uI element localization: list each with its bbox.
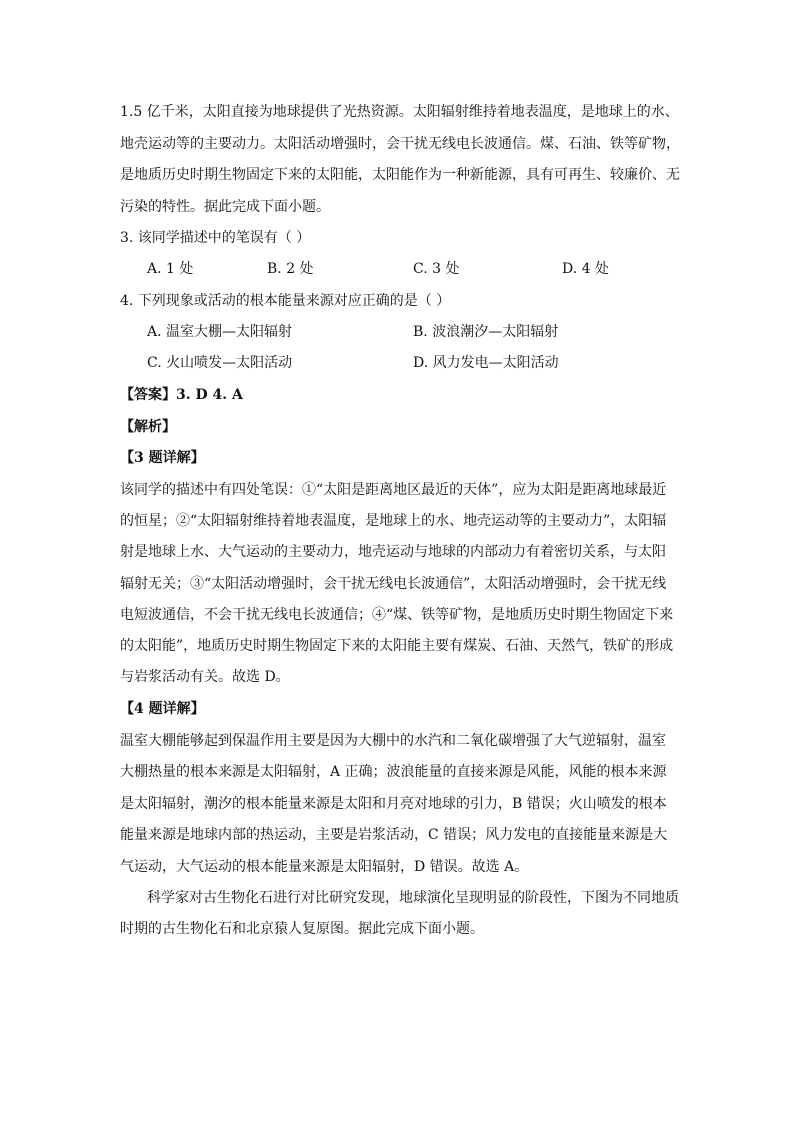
q4-option-a: A. 温室大棚—太阳辐射 <box>147 324 293 340</box>
next-intro-line: 科学家对古生物化石进行对比研究发现，地球演化呈现明显的阶段性，下图为不同地质 <box>147 890 679 906</box>
detail-3-line: 的太阳能”，地质历史时期生物固定下来的太阳能主要有煤炭、石油、天然气，铁矿的形成 <box>120 638 674 654</box>
analysis-label: 【解析】 <box>120 419 176 435</box>
question-4-stem: 4. 下列现象或活动的根本能量来源对应正确的是（ ） <box>120 293 451 309</box>
q3-option-d: D. 4 处 <box>562 261 609 277</box>
answer-line: 【答案】3. D 4. A <box>120 387 243 403</box>
detail-4-label: 【4 题详解】 <box>120 701 205 717</box>
detail-3-line: 射是地球上水、大气运动的主要动力，地壳运动与地球的内部动力有着密切关系，与太阳 <box>120 544 666 560</box>
q3-option-b: B. 2 处 <box>267 261 314 277</box>
detail-3-label: 【3 题详解】 <box>120 450 205 466</box>
q4-option-c: C. 火山喷发—太阳活动 <box>147 355 293 371</box>
detail-3-line: 与岩浆活动有关。故选 D。 <box>120 669 290 685</box>
intro-line: 是地质历史时期生物固定下来的太阳能，太阳能作为一种新能源，具有可再生、较廉价、无 <box>120 167 680 183</box>
detail-4-line: 能量来源是地球内部的热运动，主要是岩浆活动，C 错误；风力发电的直接能量来源是大 <box>120 827 668 843</box>
detail-3-line: 辐射无关；③“太阳活动增强时，会干扰无线电长波通信”，太阳活动增强时，会干扰无线 <box>120 576 667 592</box>
detail-3-line: 电短波通信，不会干扰无线电长波通信；④“煤、铁等矿物，是地质历史时期生物固定下来 <box>120 607 674 623</box>
q3-option-a: A. 1 处 <box>147 261 194 277</box>
intro-line: 1.5 亿千米，太阳直接为地球提供了光热资源。太阳辐射维持着地表温度，是地球上的水、 <box>120 104 679 120</box>
q4-option-d: D. 风力发电—太阳活动 <box>413 355 559 371</box>
q3-option-c: C. 3 处 <box>413 261 460 277</box>
detail-3-line: 的恒星；②“太阳辐射维持着地表温度，是地球上的水、地壳运动等的主要动力”，太阳辐 <box>120 513 667 529</box>
detail-4-line: 气运动，大气运动的根本能量来源是太阳辐射，D 错误。故选 A。 <box>120 859 529 875</box>
question-3-stem: 3. 该同学描述中的笔误有（ ） <box>120 230 311 246</box>
next-intro-line: 时期的古生物化石和北京猿人复原图。据此完成下面小题。 <box>120 921 484 937</box>
intro-line: 污染的特性。据此完成下面小题。 <box>120 199 330 215</box>
intro-line: 地壳运动等的主要动力。太阳活动增强时，会干扰无线电长波通信。煤、石油、铁等矿物， <box>120 136 680 152</box>
detail-4-line: 大棚热量的根本来源是太阳辐射，A 正确；波浪能量的直接来源是风能，风能的根本来源 <box>120 764 667 780</box>
detail-4-line: 温室大棚能够起到保温作用主要是因为大棚中的水汽和二氧化碳增强了大气逆辐射，温室 <box>120 733 666 749</box>
detail-3-line: 该同学的描述中有四处笔误：①“太阳是距离地区最近的天体”，应为太阳是距离地球最近 <box>120 482 667 498</box>
detail-4-line: 是太阳辐射，潮汐的根本能量来源是太阳和月亮对地球的引力，B 错误；火山喷发的根本 <box>120 796 667 812</box>
q4-option-b: B. 波浪潮汐—太阳辐射 <box>413 324 559 340</box>
